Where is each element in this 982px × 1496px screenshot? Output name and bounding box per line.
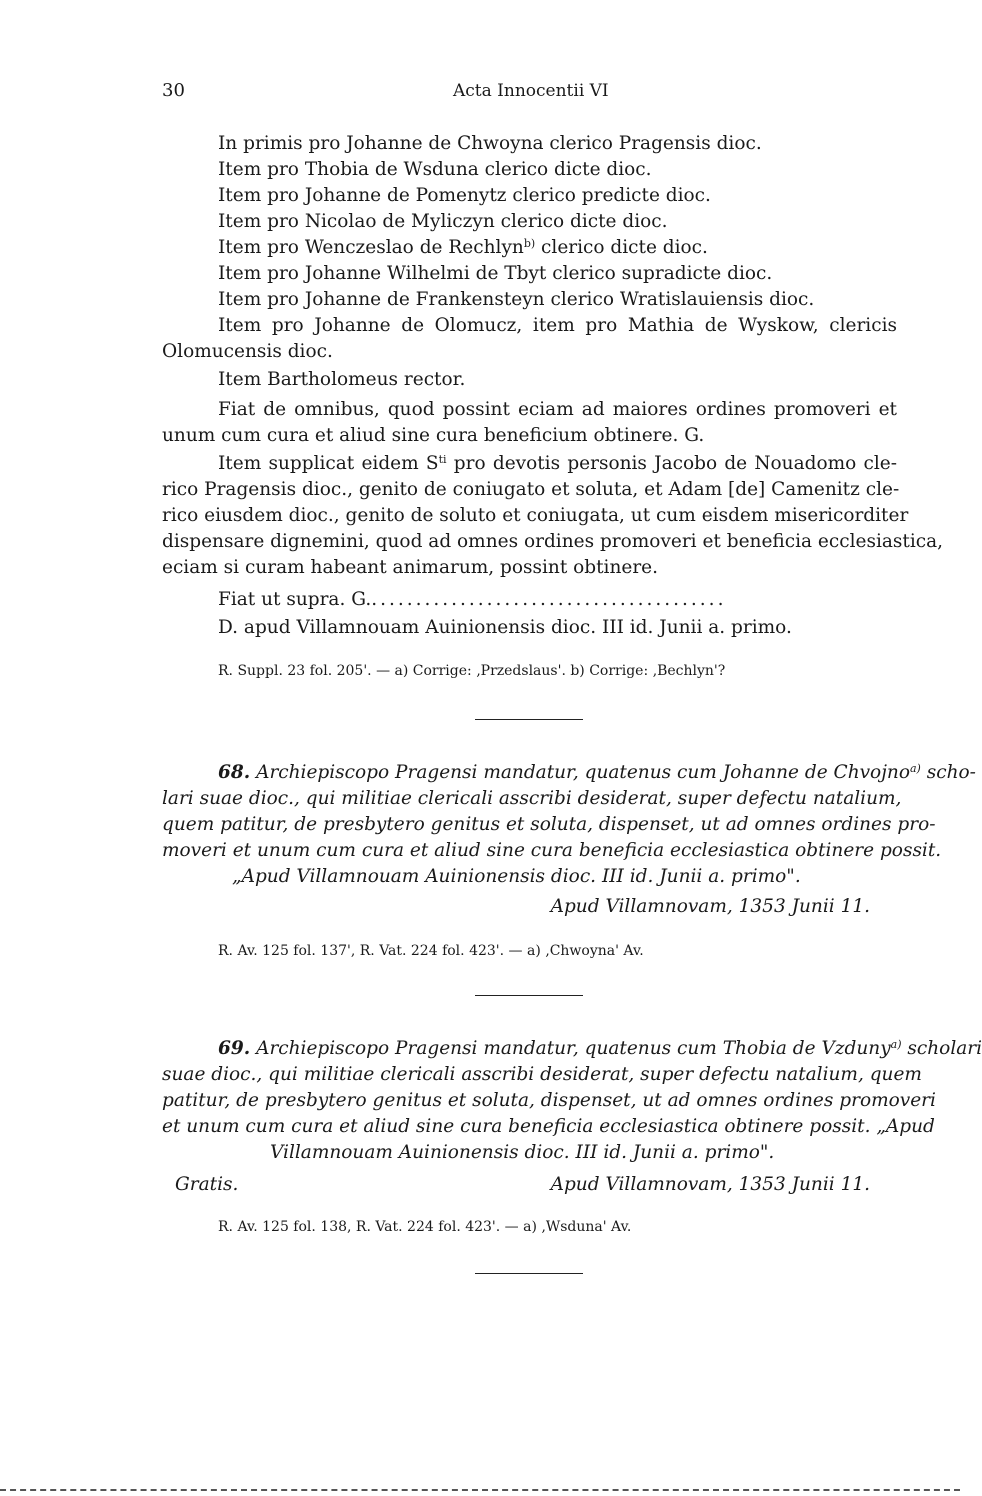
entry-68-line2: lari suae dioc., qui militiae clericali asscribi desiderat, super defectu natalium, <box>162 788 902 809</box>
list-item-bartholomeus: Item Bartholomeus rector. <box>218 369 466 390</box>
list-item-chwoyna: In primis pro Johanne de Chwoyna clerico Pragensis dioc. <box>218 133 762 154</box>
entry-69-line5: Villamnouam Auinionensis dioc. III id. Junii a. primo". <box>270 1142 775 1163</box>
supplicat-line2: rico Pragensis dioc., genito de coniugato et soluta, et Adam [de] Camenitz cle- <box>162 479 900 500</box>
list-item-olomucz-line2: Olomucensis dioc. <box>162 341 333 362</box>
entry-68-line5: „Apud Villamnouam Auinionensis dioc. III id. Junii a. primo". <box>232 866 801 887</box>
supplicat-line5: eciam si curam habeant animarum, possint obtinere. <box>162 557 659 578</box>
entry-number: 69. <box>218 1038 251 1059</box>
text-segment: Fiat ut supra. G. <box>218 589 372 610</box>
footnote-marker: b) <box>523 237 536 250</box>
entry-68-line3: quem patitur, de presbytero genitus et soluta, dispenset, ut ad omnes ordines pro- <box>162 814 936 835</box>
text-segment: Item supplicat eidem S <box>218 453 439 474</box>
supplicat-line4: dispensare dignemini, quod ad omnes ordines promoveri et beneficia ecclesiastica, <box>162 531 944 552</box>
section-divider <box>475 1273 583 1274</box>
fiat-line2: unum cum cura et aliud sine cura beneficium obtinere. G. <box>162 425 705 446</box>
section-divider <box>475 995 583 996</box>
page-number: 30 <box>162 80 185 101</box>
text-segment: Item pro Wenczeslao de Rechlyn <box>218 237 524 258</box>
entry-69-line1 <box>218 1036 982 1062</box>
text-segment: scholari <box>901 1038 982 1059</box>
entry-69-gratis: Gratis. <box>175 1174 239 1195</box>
footnote-marker: a) <box>890 1038 902 1051</box>
text-segment: scho- <box>920 762 976 783</box>
entry-69-place-date: Apud Villamnovam, 1353 Junii 11. <box>550 1174 870 1195</box>
entry-69-line3: patitur, de presbytero genitus et soluta, dispenset, ut ad omnes ordines promoveri <box>162 1090 936 1111</box>
list-item-olomucz-line1: Item pro Johanne de Olomucz, item pro Mathia de Wyskow, clericis <box>218 315 897 336</box>
text-segment: Archiepiscopo Pragensi mandatur, quatenus cum Johanne de Chvojno <box>256 762 910 783</box>
superscript: ti <box>438 453 447 466</box>
scan-edge <box>0 1489 960 1491</box>
entry-69-line2: suae dioc., qui militiae clericali asscribi desiderat, super defectu natalium, quem <box>162 1064 922 1085</box>
entry-number: 68. <box>218 762 251 783</box>
entry-68-footnote: R. Av. 125 fol. 137', R. Vat. 224 fol. 423'. — a) ‚Chwoyna' Av. <box>218 943 644 959</box>
list-item-wilhelmi: Item pro Johanne Wilhelmi de Tbyt clerico supradicte dioc. <box>218 263 773 284</box>
list-item-frankensteyn: Item pro Johanne de Frankensteyn clerico Wratislauiensis dioc. <box>218 289 815 310</box>
entry-68-line4: moveri et unum cum cura et aliud sine cura beneficia ecclesiastica obtinere possit. <box>162 840 942 861</box>
entry-69-footnote: R. Av. 125 fol. 138, R. Vat. 224 fol. 423'. — a) ‚Wsduna' Av. <box>218 1219 632 1235</box>
list-item-wsduna: Item pro Thobia de Wsduna clerico dicte dioc. <box>218 159 652 180</box>
entry-68-place-date: Apud Villamnovam, 1353 Junii 11. <box>550 896 870 917</box>
section-divider <box>475 719 583 720</box>
dot-leader: ........................................ <box>371 589 727 610</box>
entry-69-line4: et unum cum cura et aliud sine cura beneficia ecclesiastica obtinere possit. „Apud <box>162 1116 935 1137</box>
footnote-suppl: R. Suppl. 23 fol. 205'. — a) Corrige: ‚Przedslaus'. b) Corrige: ‚Bechlyn'? <box>218 663 726 679</box>
list-item-pomenytz: Item pro Johanne de Pomenytz clerico predicte dioc. <box>218 185 711 206</box>
fiat-line1: Fiat de omnibus, quod possint eciam ad maiores ordines promoveri et <box>218 399 897 420</box>
text-segment: Archiepiscopo Pragensi mandatur, quatenus cum Thobia de Vzduny <box>256 1038 891 1059</box>
supplicat-line3: rico eiusdem dioc., genito de soluto et coniugata, ut cum eisdem misericorditer <box>162 505 909 526</box>
dated-line: D. apud Villamnouam Auinionensis dioc. III id. Junii a. primo. <box>218 617 792 638</box>
footnote-marker: a) <box>909 762 921 775</box>
list-item-wenczeslao <box>218 235 897 261</box>
fiat-ut-supra <box>218 587 897 613</box>
text-segment: pro devotis personis Jacobo de Nouadomo cle- <box>446 453 898 474</box>
list-item-myliczyn: Item pro Nicolao de Myliczyn clerico dicte dioc. <box>218 211 668 232</box>
running-title: Acta Innocentii VI <box>453 81 609 101</box>
entry-68-line1 <box>218 760 976 786</box>
text-segment: clerico dicte dioc. <box>535 237 708 258</box>
supplicat-line1 <box>218 451 897 477</box>
